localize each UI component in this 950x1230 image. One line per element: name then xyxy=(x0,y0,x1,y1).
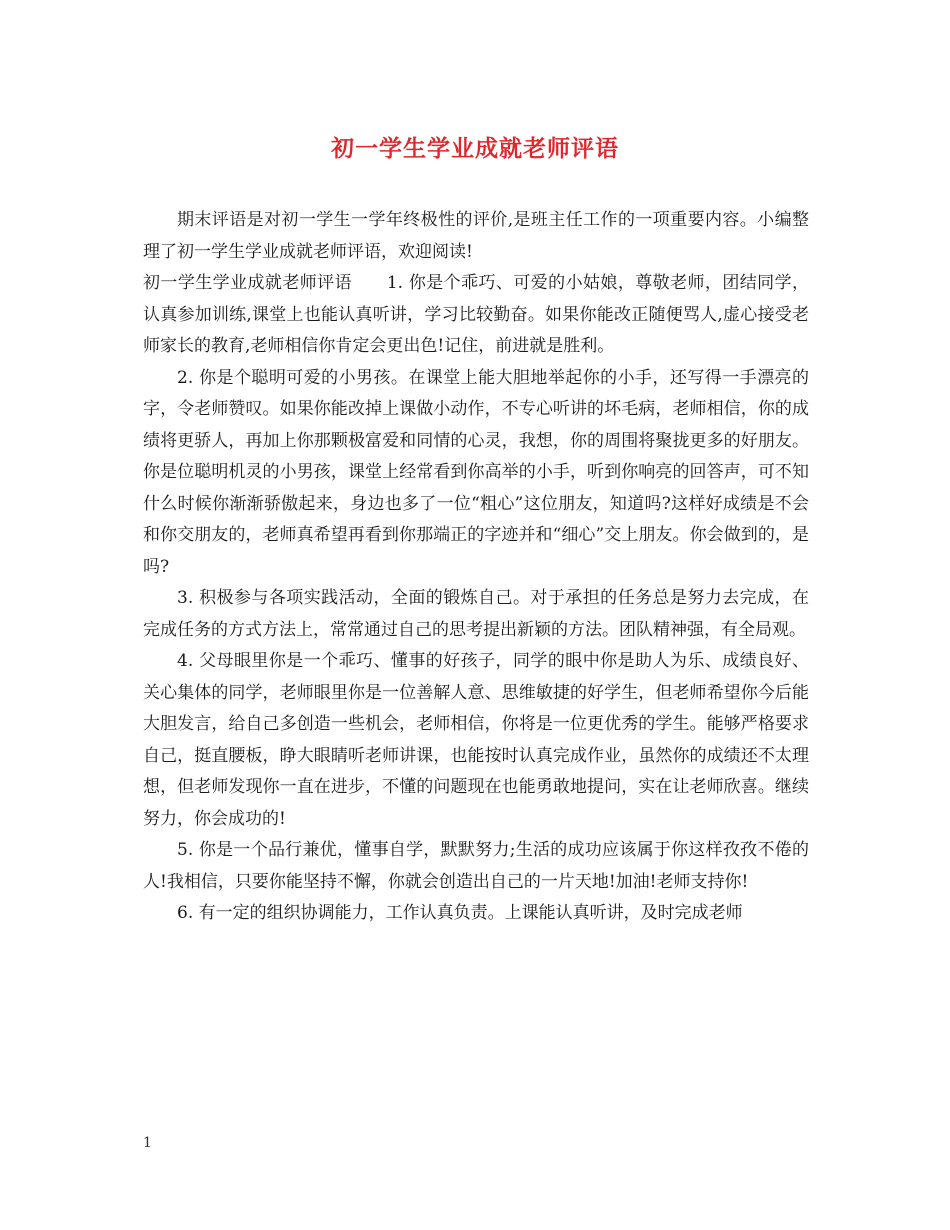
paragraph-comment-3: 3. 积极参与各项实践活动，全面的锻炼自己。对于承担的任务总是努力去完成，在完成任务的方式方法上，常常通过自己的思考提出新颖的方法。团队精神强，有全局观。 xyxy=(143,588,809,640)
paragraph-comment-2: 2. 你是个聪明可爱的小男孩。在课堂上能大胆地举起你的小手，还写得一手漂亮的字，令老师赞叹。如果你能改掉上课做小动作，不专心听讲的坏毛病，老师相信，你的成绩将更骄人，再加上你那颗极富爱和同情的心灵，我想，你的周围将聚拢更多的好朋友。你是位聪明机灵的小男孩，课堂上经常看到你高举的小手，听到你响亮的回答声，可不知什么时候你渐渐骄傲起来，身边也多了一位“粗心”这位朋友，知道吗?这样好成绩是不会和你交朋友的，老师真希望再看到你那端正的字迹并和“细心”交上朋友。你会做到的，是吗? xyxy=(143,367,809,577)
paragraph-comment-5: 5. 你是一个品行兼优，懂事自学，默默努力;生活的成功应该属于你这样孜孜不倦的人!我相信，只要你能坚持不懈，你就会创造出自己的一片天地!加油!老师支持你! xyxy=(143,840,809,892)
paragraph-comment-6: 6. 有一定的组织协调能力，工作认真负责。上课能认真听讲，及时完成老师 xyxy=(177,903,743,923)
paragraph-intro: 期末评语是对初一学生一学年终极性的评价,是班主任工作的一项重要内容。小编整理了初一学生学业成就老师评语，欢迎阅读! xyxy=(143,210,809,262)
paragraph-comment-1: 初一学生学业成就老师评语 1. 你是个乖巧、可爱的小姑娘，尊敬老师，团结同学，认真参加训练,课堂上也能认真听讲，学习比较勤奋。如果你能改正随便骂人,虚心接受老师家长的教育,老师相信你肯定会更出色!记住，前进就是胜利。 xyxy=(143,273,809,356)
paragraph-comment-4: 4. 父母眼里你是一个乖巧、懂事的好孩子，同学的眼中你是助人为乐、成绩良好、关心集体的同学，老师眼里你是一位善解人意、思维敏捷的好学生，但老师希望你今后能大胆发言，给自己多创造一些机会，老师相信，你将是一位更优秀的学生。能够严格要求自己，挺直腰板，睁大眼睛听老师讲课，也能按时认真完成作业，虽然你的成绩还不太理想，但老师发现你一直在进步，不懂的问题现在也能勇敢地提问，实在让老师欣喜。继续努力，你会成功的! xyxy=(143,651,809,829)
document-title: 初一学生学业成就老师评语 xyxy=(331,136,619,162)
page-number: 1 xyxy=(143,1135,152,1151)
document-body xyxy=(143,205,809,930)
